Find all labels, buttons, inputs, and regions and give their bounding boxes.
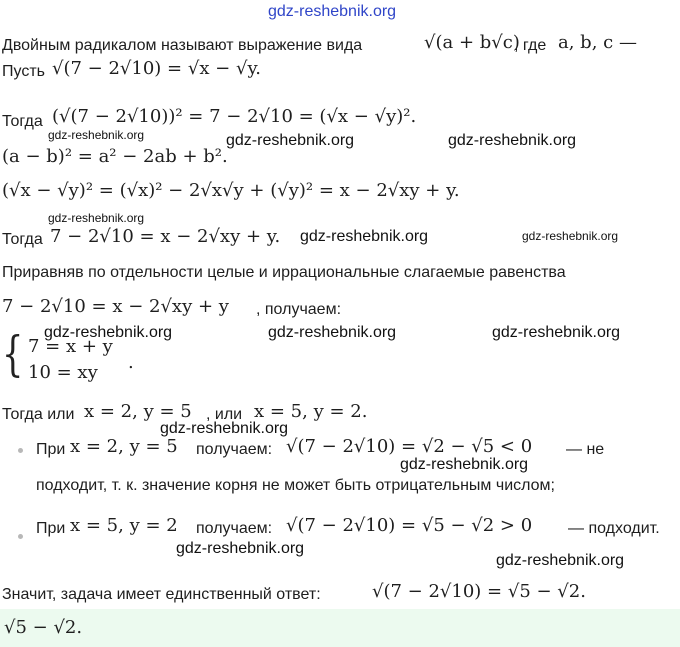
case-2-result: √(7 − 2√10) = √5 − √2 > 0	[286, 515, 533, 536]
equating-text: Приравняв по отдельности целые и иррациональные слагаемые равенства	[2, 264, 566, 281]
watermark-top: gdz-reshebnik.org	[268, 3, 397, 20]
case-2-verdict: — подходит.	[568, 520, 660, 537]
watermark: gdz-reshebnik.org	[226, 132, 355, 149]
conclusion-text: Значит, задача имеет единственный ответ:	[2, 586, 321, 603]
watermark: gdz-reshebnik.org	[160, 420, 289, 437]
watermark: gdz-reshebnik.org	[300, 228, 429, 245]
system-eq-1: 7 = x + y	[28, 336, 113, 357]
case-2-label: При	[36, 520, 66, 537]
answer-box	[0, 609, 680, 647]
watermark: gdz-reshebnik.org	[268, 324, 397, 341]
watermark: gdz-reshebnik.org	[400, 456, 529, 473]
then-text-1: Тогда	[2, 113, 43, 130]
definition-vars: a, b, c —	[558, 32, 637, 53]
let-math: √(7 − 2√10) = √x − √y.	[52, 58, 261, 79]
obtain-text: , получаем:	[256, 301, 342, 318]
or-text: , или	[206, 406, 243, 423]
case-2-math: x = 5, y = 2	[70, 515, 178, 536]
definition-math: √(a + b√c)	[424, 32, 520, 53]
then-text-2: Тогда	[2, 231, 43, 248]
watermark: gdz-reshebnik.org	[522, 229, 619, 243]
case-1-math: x = 2, y = 5	[70, 436, 178, 457]
bullet-dot	[18, 534, 23, 539]
case-1-obtain: получаем:	[196, 441, 273, 458]
case-1-verdict: — не	[566, 441, 605, 458]
watermark: gdz-reshebnik.org	[496, 552, 625, 569]
then-math-1: (√(7 − 2√10))² = 7 − 2√10 = (√x − √y)².	[52, 106, 417, 127]
watermark: gdz-reshebnik.org	[48, 211, 145, 225]
formula-square-difference: (a − b)² = a² − 2ab + b².	[2, 146, 228, 167]
watermark: gdz-reshebnik.org	[48, 128, 145, 142]
let-text: Пусть	[2, 63, 45, 80]
equality-math: 7 − 2√10 = x − 2√xy + y	[2, 296, 229, 317]
bullet-dot	[18, 448, 23, 453]
case-2-obtain: получаем:	[196, 520, 273, 537]
then-math-2: 7 − 2√10 = x − 2√xy + y.	[50, 226, 281, 247]
system-brace: {	[2, 326, 24, 382]
case-1-result: √(7 − 2√10) = √2 − √5 < 0	[286, 436, 533, 457]
watermark: gdz-reshebnik.org	[44, 324, 173, 341]
definition-tail: , где	[514, 37, 547, 54]
case-1-label: При	[36, 441, 66, 458]
then-or-text: Тогда или	[2, 406, 75, 423]
case-1-values: x = 2, y = 5	[84, 401, 192, 422]
watermark: gdz-reshebnik.org	[448, 132, 577, 149]
definition-text: Двойным радикалом называют выражение вида	[2, 37, 363, 54]
answer-value: √5 − √2.	[4, 617, 83, 638]
formula-expansion: (√x − √y)² = (√x)² − 2√x√y + (√y)² = x − 2√xy + y.	[2, 180, 460, 201]
case-2-values: x = 5, y = 2.	[254, 401, 368, 422]
case-1-explanation: подходит, т. к. значение корня не может быть отрицательным числом;	[36, 477, 555, 494]
system-dot: .	[128, 352, 134, 373]
watermark: gdz-reshebnik.org	[492, 324, 621, 341]
conclusion-math: √(7 − 2√10) = √5 − √2.	[372, 581, 586, 602]
watermark: gdz-reshebnik.org	[176, 540, 305, 557]
system-eq-2: 10 = xy	[28, 362, 98, 383]
